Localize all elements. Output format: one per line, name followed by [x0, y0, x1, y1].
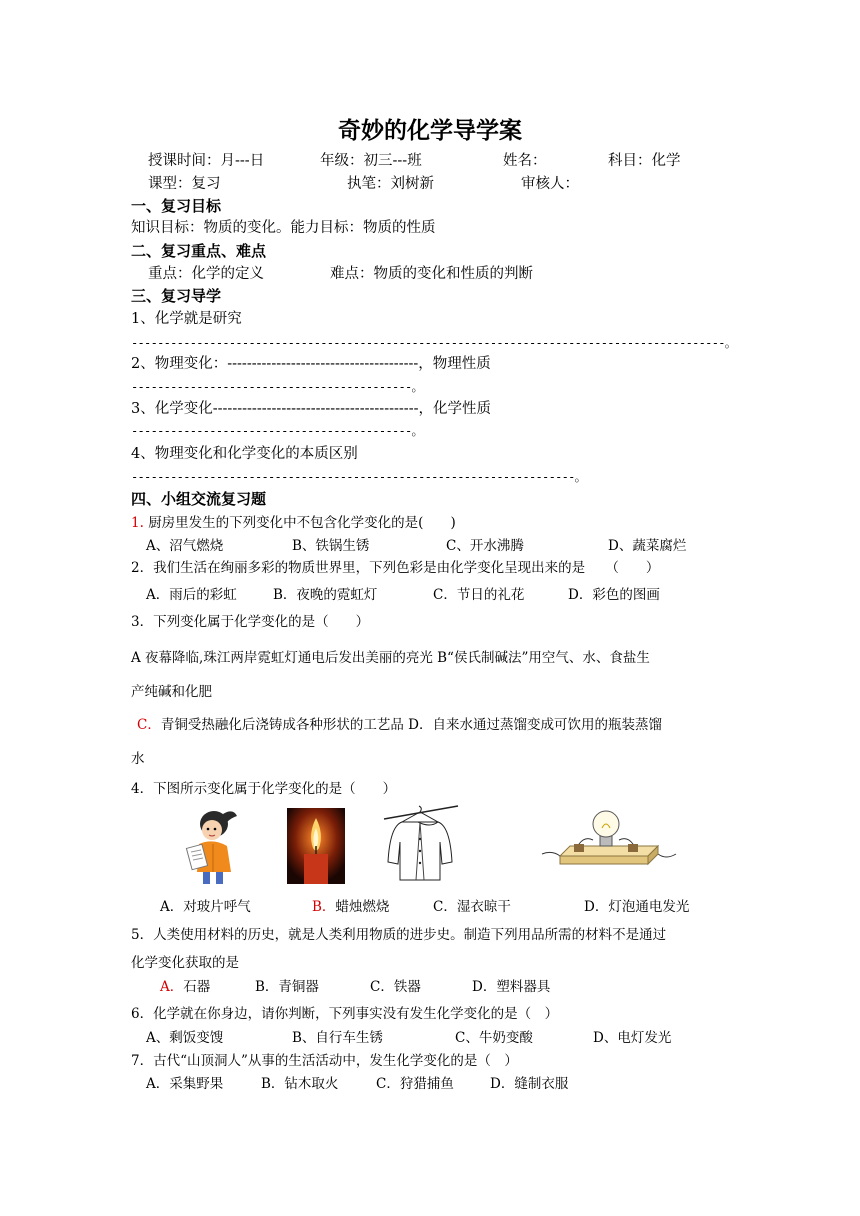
- q7-option-c: C．狩猎捕鱼: [376, 1076, 454, 1092]
- q1-option-c: C、开水沸腾: [446, 538, 524, 554]
- q5-line-2: 化学变化获取的是: [131, 955, 239, 971]
- meta-time: 授课时间：月---日: [148, 153, 265, 169]
- guide-q4-blank: --------------------------------------------------------------------。: [131, 470, 586, 484]
- q4-b-label: B．: [312, 899, 336, 915]
- q5-a-label: A．: [160, 979, 184, 995]
- guide-q4: 4、物理变化和化学变化的本质区别: [131, 446, 358, 462]
- meta-subject: 科目：化学: [608, 153, 681, 169]
- wet-clothes-drying-image: [382, 803, 460, 883]
- question-1-number: 1.: [131, 515, 144, 531]
- section-1-text: 知识目标：物质的变化。能力目标：物质的性质: [131, 220, 436, 236]
- section-3-heading: 三、复习导学: [131, 287, 222, 305]
- guide-q3: 3、化学变化------------------------------------------，化学性质: [131, 401, 491, 417]
- q1-option-a: A、沼气燃烧: [146, 538, 224, 554]
- section-2-key: 重点：化学的定义: [148, 266, 264, 282]
- question-4-text: 4．下图所示变化属于化学变化的是（ ）: [131, 781, 397, 797]
- section-2-difficulty: 难点：物质的变化和性质的判断: [330, 266, 533, 282]
- q5-option-c: C．铁器: [370, 979, 421, 995]
- q4-option-d: D．灯泡通电发光: [584, 899, 690, 915]
- q3-line-4: 水: [131, 751, 145, 767]
- question-1: [131, 513, 456, 533]
- section-4-heading: 四、小组交流复习题: [131, 490, 267, 508]
- q1-option-d: D、蔬菜腐烂: [608, 538, 687, 554]
- question-6-text: 6．化学就在你身边，请你判断，下列事实没有发生化学变化的是（ ）: [131, 1006, 559, 1022]
- q7-option-d: D．缝制衣服: [490, 1076, 569, 1092]
- q5-option-d: D．塑料器具: [472, 979, 551, 995]
- q7-option-b: B．钻木取火: [261, 1076, 339, 1092]
- q1-option-b: B、铁锅生锈: [292, 538, 370, 554]
- q3-line-2: 产纯碱和化肥: [131, 684, 212, 700]
- q5-option-a: [160, 977, 210, 997]
- q2-option-b: B．夜晚的霓虹灯: [273, 587, 378, 603]
- meta-type: 课型：复习: [148, 176, 221, 192]
- q6-option-a: A、剩饭变馊: [146, 1030, 224, 1046]
- q3-c-label: C．: [137, 717, 161, 733]
- meta-reviewer: 审核人：: [521, 176, 579, 192]
- q3-line-1: A 夜幕降临,珠江两岸霓虹灯通电后发出美丽的亮光 B“侯氏制碱法”用空气、水、食盐生: [131, 650, 650, 666]
- girl-breathing-image: [183, 808, 241, 884]
- section-1-heading: 一、复习目标: [131, 197, 222, 215]
- question-3-text: 3．下列变化属于化学变化的是（ ）: [131, 614, 370, 630]
- q4-option-b-text: 蜡烛燃烧: [335, 899, 390, 915]
- page-title: 奇妙的化学导学案: [338, 117, 522, 144]
- guide-q2: 2、物理变化：---------------------------------------，物理性质: [131, 356, 491, 372]
- guide-q1: 1、化学就是研究: [131, 311, 242, 327]
- q4-option-c: C．湿衣晾干: [433, 899, 511, 915]
- q3-line-3: [137, 715, 662, 735]
- q5-option-a-text: 石器: [183, 979, 211, 995]
- q6-option-d: D、电灯发光: [593, 1030, 672, 1046]
- q4-option-b: [312, 897, 389, 917]
- section-2-heading: 二、复习重点、难点: [131, 242, 267, 260]
- q2-option-c: C．节日的礼花: [433, 587, 525, 603]
- guide-q1-blank: -------------------------------------------------------------------------------------------。: [131, 336, 737, 350]
- question-1-text: 厨房里发生的下列变化中不包含化学变化的是( ): [148, 515, 456, 531]
- guide-q3-blank: -------------------------------------------。: [131, 424, 423, 438]
- q3-line-3-text: 青铜受热融化后浇铸成各种形状的工艺品 D．自来水通过蒸馏变成可饮用的瓶装蒸馏: [160, 717, 662, 733]
- meta-name: 姓名：: [503, 153, 547, 169]
- light-bulb-circuit-image: [540, 806, 678, 878]
- q5-line-1: 5．人类使用材料的历史，就是人类利用物质的进步史。制造下列用品所需的材料不是通过: [131, 927, 667, 943]
- q4-option-a: A．对玻片呼气: [160, 899, 251, 915]
- q6-option-c: C、牛奶变酸: [455, 1030, 533, 1046]
- question-7-text: 7．古代“山顶洞人”从事的生活活动中，发生化学变化的是（ ）: [131, 1053, 518, 1069]
- meta-grade: 年级：初三---班: [320, 153, 422, 169]
- candle-burning-image: [287, 808, 345, 884]
- question-2-text: 2．我们生活在绚丽多彩的物质世界里，下列色彩是由化学变化呈现出来的是 （ ）: [131, 560, 660, 576]
- q6-option-b: B、自行车生锈: [292, 1030, 383, 1046]
- meta-author: 执笔：刘树新: [347, 176, 434, 192]
- q2-option-a: A．雨后的彩虹: [146, 587, 237, 603]
- q5-option-b: B．青铜器: [255, 979, 319, 995]
- q7-option-a: A．采集野果: [146, 1076, 224, 1092]
- guide-q2-blank: -------------------------------------------。: [131, 380, 423, 394]
- q2-option-d: D．彩色的图画: [568, 587, 660, 603]
